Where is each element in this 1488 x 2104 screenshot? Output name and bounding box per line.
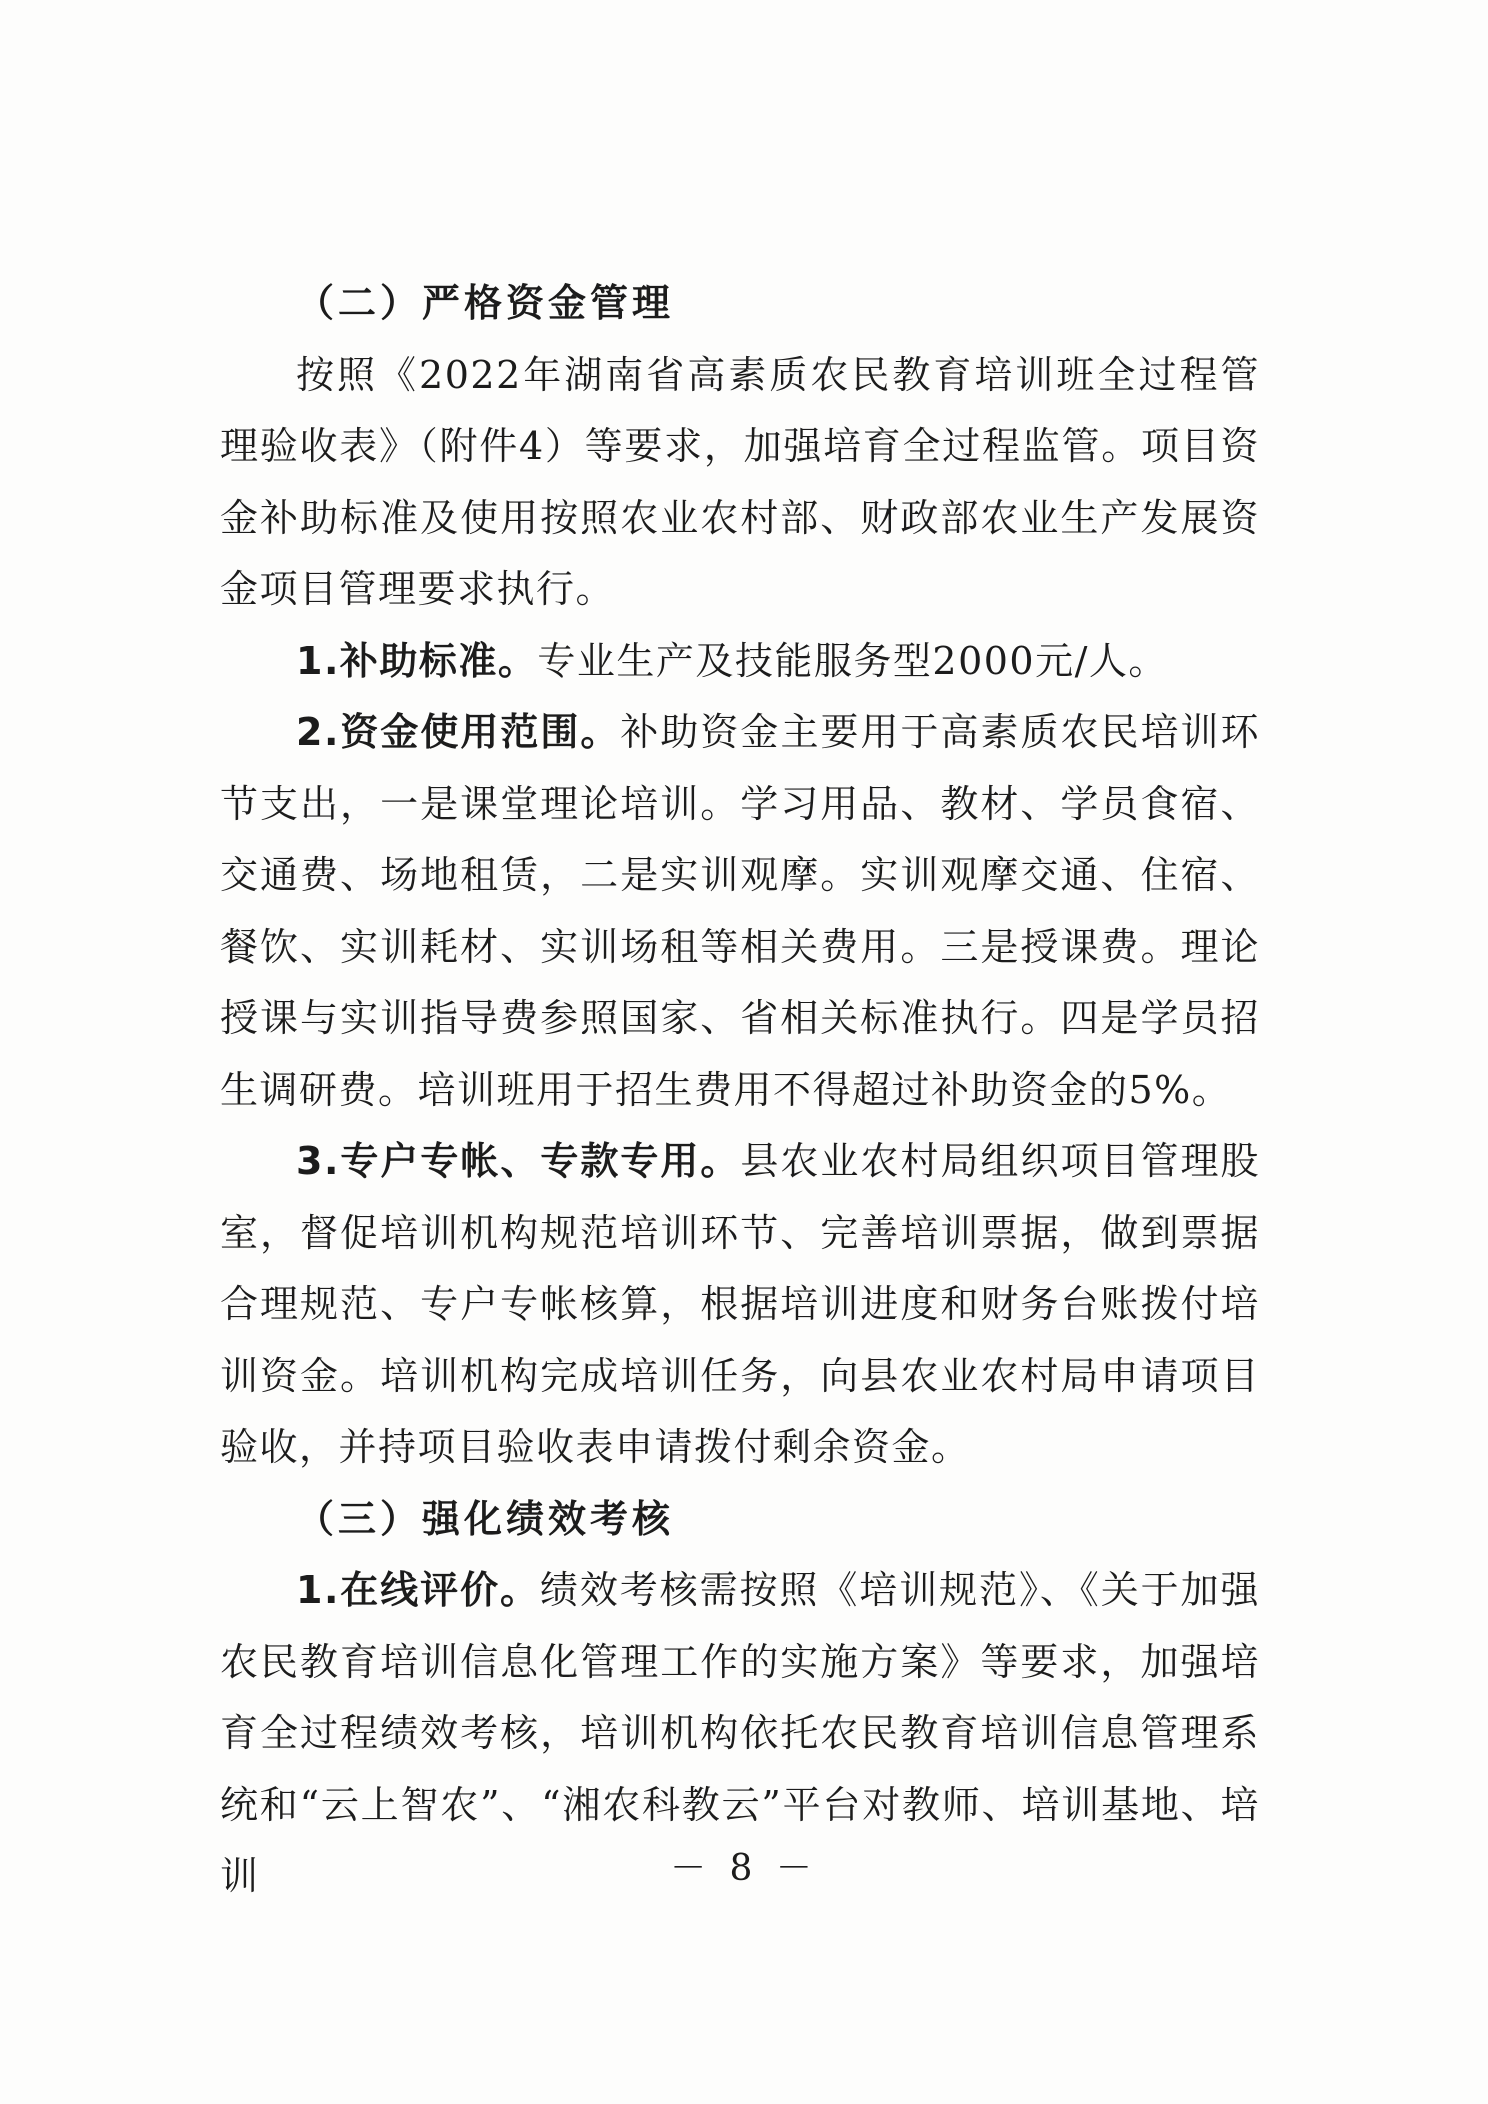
item-lead-online-evaluation: 1.在线评价。 xyxy=(296,1568,540,1612)
section-heading-funds: （二）严格资金管理 xyxy=(296,281,675,325)
page-number: － 8 － xyxy=(670,1848,818,1889)
document-body xyxy=(220,268,1260,1913)
item-text-dedicated-account: 县农业农村局组织项目管理股室，督促培训机构规范培训环节、完善培训票据，做到票据合理规范、专户专帐核算，根据培训进度和财务台账拨付培训资金。培训机构完成培训任务，向县农业农村局申请项目验收，并持项目验收表申请拨付剩余资金。 xyxy=(220,1139,1260,1469)
item-text-funds-scope: 补助资金主要用于高素质农民培训环节支出，一是课堂理论培训。学习用品、教材、学员食宿、交通费、场地租赁，二是实训观摩。实训观摩交通、住宿、餐饮、实训耗材、实训场租等相关费用。三是授课费。理论授课与实训指导费参照国家、省相关标准执行。四是学员招生调研费。培训班用于招生费用不得超过补助资金的5%。 xyxy=(220,710,1260,1112)
section-heading-performance: （三）强化绩效考核 xyxy=(296,1496,675,1541)
item-text-subsidy-standard: 专业生产及技能服务型2000元/人。 xyxy=(537,638,1168,683)
item-lead-subsidy-standard: 1.补助标准。 xyxy=(296,638,538,683)
paragraph-funds-scope xyxy=(220,697,1260,1126)
paragraph-subsidy-standard xyxy=(220,626,1260,698)
item-lead-funds-scope: 2.资金使用范围。 xyxy=(296,710,621,754)
item-text-online-evaluation: 绩效考核需按照《培训规范》、《关于加强农民教育培训信息化管理工作的实施方案》等要求，加强培育全过程绩效考核，培训机构依托农民教育培训信息管理系统和“云上智农”、“湘农科教云”平台对教师、培训基地、培训 xyxy=(220,1568,1260,1898)
paragraph-funds-intro: 按照《2022年湖南省高素质农民教育培训班全过程管理验收表》（附件4）等要求，加强培育全过程监管。项目资金补助标准及使用按照农业农村部、财政部农业生产发展资金项目管理要求执行。 xyxy=(220,352,1260,611)
item-lead-dedicated-account: 3.专户专帐、专款专用。 xyxy=(296,1139,741,1183)
paragraph-dedicated-account xyxy=(220,1126,1260,1484)
